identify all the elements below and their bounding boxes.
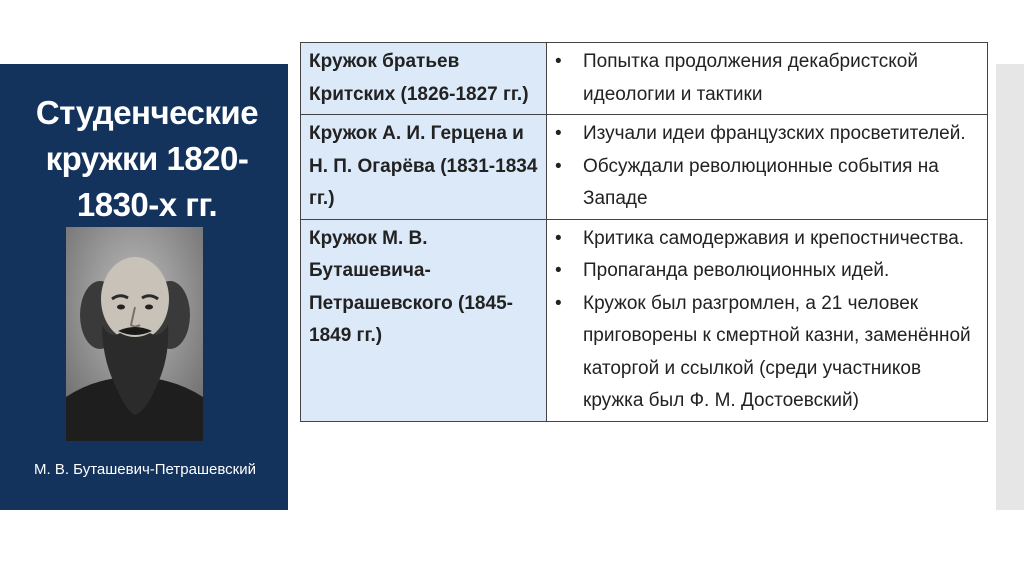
- table-row: [301, 43, 988, 115]
- bullet-item: • Попытка продолжения декабристской идеологии и тактики: [553, 46, 979, 111]
- circle-name: Кружок М. В. Буташевича-Петрашевского (1845-1849 гг.): [301, 219, 547, 421]
- table-row: [301, 219, 988, 421]
- title-panel: [0, 64, 288, 510]
- circle-description: [547, 43, 988, 115]
- portrait-image: [66, 227, 203, 441]
- slide-title: Студенческие кружки 1820-1830-х гг.: [35, 94, 259, 223]
- bullet-list: [553, 118, 979, 216]
- portrait-caption: М. В. Буташевич-Петрашевский: [34, 461, 256, 478]
- table-row: [301, 115, 988, 220]
- circles-table: [300, 42, 988, 422]
- bullet-item: • Обсуждали революционные события на Западе: [553, 151, 979, 216]
- circle-name: Кружок братьев Критских (1826-1827 гг.): [301, 43, 547, 115]
- bullet-item: • Кружок был разгромлен, а 21 человек приговорены к смертной казни, заменённой каторгой и ссылкой (среди участников кружка был Ф. М. Достоевский): [553, 288, 979, 418]
- bullet-item: • Критика самодержавия и крепостничества.: [553, 223, 979, 256]
- circle-description: [547, 219, 988, 421]
- portrait-icon: [66, 227, 203, 441]
- side-decoration-bar: [996, 64, 1024, 510]
- circle-name: Кружок А. И. Герцена и Н. П. Огарёва (1831-1834 гг.): [301, 115, 547, 220]
- bullet-item: • Пропаганда революционных идей.: [553, 255, 979, 288]
- bullet-list: [553, 223, 979, 418]
- bullet-item: • Изучали идеи французских просветителей.: [553, 118, 979, 151]
- circle-description: [547, 115, 988, 220]
- bullet-list: [553, 46, 979, 111]
